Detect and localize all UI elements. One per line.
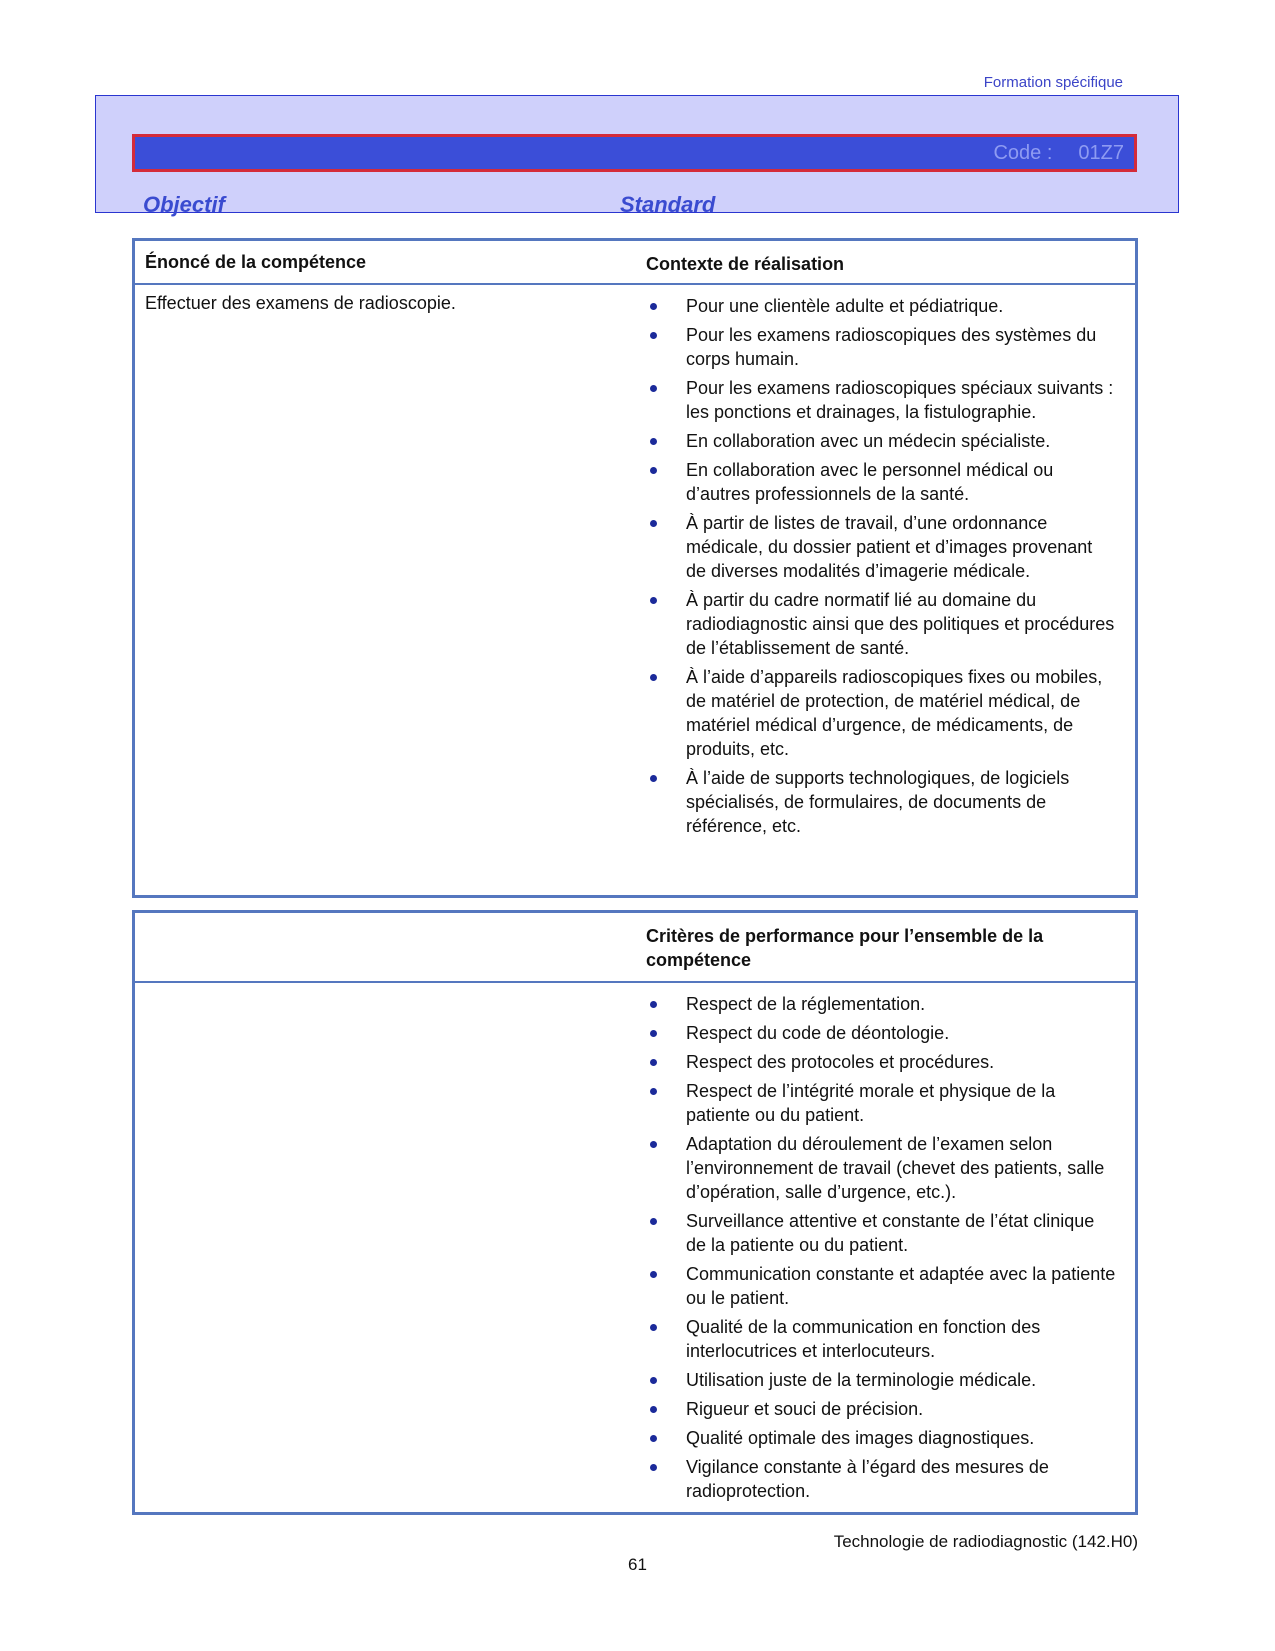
criteria-list <box>646 992 1116 1508</box>
contexte-heading: Contexte de réalisation <box>646 254 845 274</box>
context-list <box>646 294 1116 843</box>
list-item <box>646 1079 1116 1127</box>
bullet-icon <box>650 438 657 445</box>
bullet-icon <box>650 1059 657 1066</box>
list-item <box>646 1368 1116 1392</box>
bullet-icon <box>650 775 657 782</box>
bullet-icon <box>650 674 657 681</box>
list-item <box>646 1209 1116 1257</box>
criteria-heading: Critères de performance pour l’ensemble de la compétence <box>646 926 1044 970</box>
bullet-icon <box>650 1377 657 1384</box>
list-item-text: Respect de l’intégrité morale et physique de la patiente ou du patient. <box>686 1081 1056 1125</box>
list-item <box>646 1050 1116 1074</box>
list-item <box>646 1455 1116 1503</box>
list-item <box>646 1426 1116 1450</box>
context-table-header <box>135 241 1135 285</box>
objectif-heading: Objectif <box>143 192 225 217</box>
list-item-text: Respect des protocoles et procédures. <box>686 1052 995 1072</box>
list-item <box>646 323 1116 371</box>
bullet-icon <box>650 332 657 339</box>
section-label: Formation spécifique <box>983 74 1123 91</box>
bullet-icon <box>650 597 657 604</box>
list-item <box>646 588 1116 660</box>
page-number: 61 <box>628 1555 647 1574</box>
list-item-text: Respect du code de déontologie. <box>686 1023 950 1043</box>
list-item <box>646 511 1116 583</box>
bullet-icon <box>650 1030 657 1037</box>
list-item <box>646 1021 1116 1045</box>
list-item-text: Pour les examens radioscopiques des systèmes du corps humain. <box>686 325 1097 369</box>
list-item-text: Communication constante et adaptée avec la patiente ou le patient. <box>686 1264 1116 1308</box>
context-table <box>132 238 1138 898</box>
list-item <box>646 1315 1116 1363</box>
list-item <box>646 294 1116 318</box>
criteria-table-header <box>135 913 1135 983</box>
bullet-icon <box>650 1271 657 1278</box>
list-item-text: Rigueur et souci de précision. <box>686 1399 924 1419</box>
list-item <box>646 1262 1116 1310</box>
bullet-icon <box>650 520 657 527</box>
competency-banner <box>95 95 1179 217</box>
list-item <box>646 1397 1116 1421</box>
list-item-text: Pour une clientèle adulte et pédiatrique. <box>686 296 1004 316</box>
list-item-text: En collaboration avec le personnel médical ou d’autres professionnels de la santé. <box>686 460 1054 504</box>
list-item-text: Respect de la réglementation. <box>686 994 926 1014</box>
list-item-text: À partir du cadre normatif lié au domaine du radiodiagnostic ainsi que des politiques et procédures de l’établissement de santé. <box>686 590 1115 658</box>
enonce-heading: Énoncé de la compétence <box>145 252 367 272</box>
bullet-icon <box>650 1324 657 1331</box>
list-item <box>646 376 1116 424</box>
code-bar <box>132 134 1137 172</box>
bullet-icon <box>650 467 657 474</box>
list-item <box>646 992 1116 1016</box>
list-item <box>646 458 1116 506</box>
list-item-text: À l’aide d’appareils radioscopiques fixes ou mobiles, de matériel de protection, de matériel médical, de matériel médical d’urgence, de médicaments, de produits, etc. <box>686 667 1103 759</box>
list-item <box>646 429 1116 453</box>
program-footer: Technologie de radiodiagnostic (142.H0) <box>833 1532 1138 1551</box>
list-item-text: En collaboration avec un médecin spécialiste. <box>686 431 1051 451</box>
bullet-icon <box>650 1001 657 1008</box>
list-item-text: Qualité de la communication en fonction des interlocutrices et interlocuteurs. <box>686 1317 1041 1361</box>
list-item-text: À partir de listes de travail, d’une ordonnance médicale, du dossier patient et d’images provenant de diverses modalités d’imagerie médicale. <box>686 513 1093 581</box>
list-item <box>646 1132 1116 1204</box>
bullet-icon <box>650 1141 657 1148</box>
criteria-table <box>132 910 1138 1515</box>
list-item <box>646 766 1116 838</box>
bullet-icon <box>650 1464 657 1471</box>
list-item-text: Vigilance constante à l’égard des mesures de radioprotection. <box>686 1457 1049 1501</box>
bullet-icon <box>650 385 657 392</box>
code-value: 01Z7 <box>1078 141 1124 164</box>
bullet-icon <box>650 1088 657 1095</box>
bullet-icon <box>650 303 657 310</box>
bullet-icon <box>650 1435 657 1442</box>
list-item-text: Qualité optimale des images diagnostiques. <box>686 1428 1035 1448</box>
list-item <box>646 665 1116 761</box>
bullet-icon <box>650 1406 657 1413</box>
list-item-text: Adaptation du déroulement de l’examen selon l’environnement de travail (chevet des patients, salle d’opération, salle d’urgence, etc.). <box>686 1134 1105 1202</box>
list-item-text: Utilisation juste de la terminologie médicale. <box>686 1370 1037 1390</box>
list-item-text: Pour les examens radioscopiques spéciaux suivants : les ponctions et drainages, la fistulographie. <box>686 378 1114 422</box>
list-item-text: Surveillance attentive et constante de l’état clinique de la patiente ou du patient. <box>686 1211 1095 1255</box>
list-item-text: À l’aide de supports technologiques, de logiciels spécialisés, de formulaires, de documents de référence, etc. <box>686 768 1070 836</box>
bullet-icon <box>650 1218 657 1225</box>
code-label: Code : <box>993 141 1053 164</box>
competency-statement: Effectuer des examens de radioscopie. <box>145 293 456 313</box>
standard-heading: Standard <box>620 192 716 217</box>
